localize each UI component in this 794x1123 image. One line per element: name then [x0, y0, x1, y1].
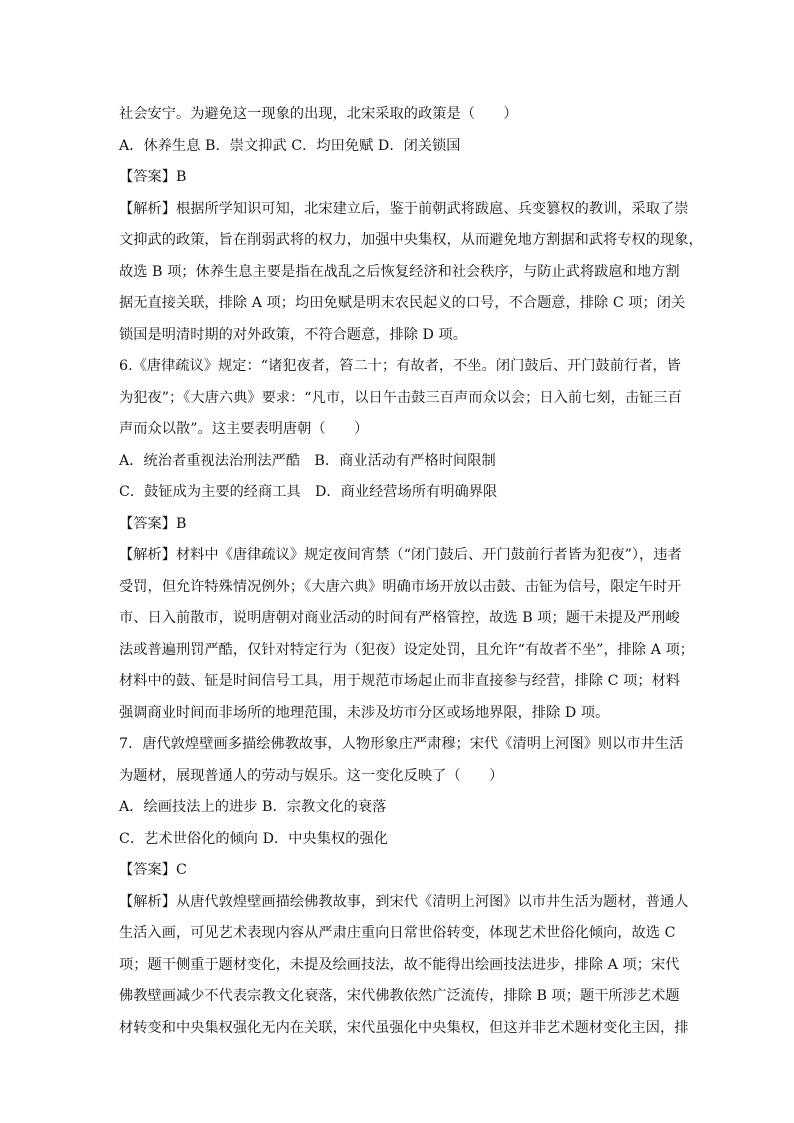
- analysis-line: 【解析】根据所学知识可知，北宋建立后，鉴于前朝武将跋扈、兵变篡权的教训，采取了崇: [119, 200, 689, 217]
- answer-line: 【答案】B: [119, 515, 187, 532]
- analysis-line: 据无直接关联，排除 A 项；均田免赋是明末农民起义的口号，不合题意，排除 C 项；闭关: [119, 295, 686, 311]
- answer-line: 【答案】C: [119, 862, 187, 878]
- analysis-line: 材料中的鼓、钲是时间信号工具，用于规范市场起止而非直接参与经营，排除 C 项；材料: [119, 673, 681, 689]
- question-line: 6.《唐律疏议》规定：“诸犯夜者，笞二十；有故者，不坐。闭门鼓后、开门鼓前行者，皆: [119, 358, 681, 374]
- options-line: A．绘画技法上的进步 B．宗教文化的衰落: [119, 799, 387, 815]
- analysis-line: 佛教壁画减少不代表宗教文化衰落，宋代佛教依然广泛流传，排除 B 项；题干所涉艺术题: [119, 988, 680, 1004]
- question-line: 为犯夜”；《大唐六典》要求：“凡市，以日午击鼓三百声而众以会；日入前七刻，击钲三百: [119, 389, 682, 406]
- analysis-line: 【解析】从唐代敦煌壁画描绘佛教故事，到宋代《清明上河图》以市井生活为题材，普通人: [119, 893, 689, 910]
- options-line: A．统治者重视法治刑法严酷 B．商业活动有严格时间限制: [119, 452, 496, 469]
- options-line: C．鼓钲成为主要的经商工具 D．商业经营场所有明确界限: [119, 484, 498, 500]
- document-page: [119, 99, 703, 1044]
- analysis-line: 故选 B 项；休养生息主要是指在战乱之后恢复经济和社会秩序，与防止武将跋扈和地方割: [119, 263, 680, 280]
- analysis-line: 项；题干侧重于题材变化，未提及绘画技法，故不能得出绘画技法进步，排除 A 项；宋代: [119, 956, 680, 973]
- options-line: A．休养生息 B．崇文抑武 C．均田免赋 D．闭关锁国: [119, 137, 461, 154]
- options-line: C．艺术世俗化的倾向 D．中央集权的强化: [119, 830, 388, 847]
- analysis-line: 【解析】材料中《唐律疏议》规定夜间宵禁（“闭门鼓后、开门鼓前行者皆为犯夜”），违者: [119, 547, 682, 563]
- question-line: 声而众以散”。这主要表明唐朝（ ）: [119, 421, 369, 437]
- analysis-line: 受罚，但允许特殊情况例外；《大唐六典》明确市场开放以击鼓、击钲为信号，限定午时开: [119, 578, 682, 595]
- answer-line: 【答案】B: [119, 169, 187, 185]
- text-line: 社会安宁。为避免这一现象的出现，北宋采取的政策是（ ）: [119, 106, 518, 122]
- analysis-line: 强调商业时间而非场所的地理范围，未涉及坊市分区或场地界限，排除 D 项。: [119, 704, 610, 721]
- question-line: 为题材，展现普通人的劳动与娱乐。这一变化反映了（ ）: [119, 767, 504, 784]
- analysis-line: 市、日入前散市，说明唐朝对商业活动的时间有严格管控，故选 B 项；题干未提及严刑峻: [119, 610, 680, 626]
- analysis-line: 法或普遍刑罚严酷，仅针对特定行为（犯夜）设定处罚，且允许“有故者不坐”，排除 A 项；: [119, 641, 695, 658]
- question-line: 7．唐代敦煌壁画多描绘佛教故事，人物形象庄严肃穆；宋代《清明上河图》则以市井生活: [119, 736, 684, 752]
- analysis-line: 材转变和中央集权强化无内在关联，宋代虽强化中央集权，但这并非艺术题材变化主因，排: [119, 1019, 689, 1036]
- analysis-line: 文抑武的政策，旨在削弱武将的权力，加强中央集权，从而避免地方割据和武将专权的现象，: [119, 232, 703, 248]
- analysis-line: 生活入画，可见艺术表现内容从严肃庄重向日常世俗转变，体现艺术世俗化倾向，故选 C: [119, 925, 676, 941]
- analysis-line: 锁国是明清时期的对外政策，不符合题意，排除 D 项。: [119, 326, 468, 343]
